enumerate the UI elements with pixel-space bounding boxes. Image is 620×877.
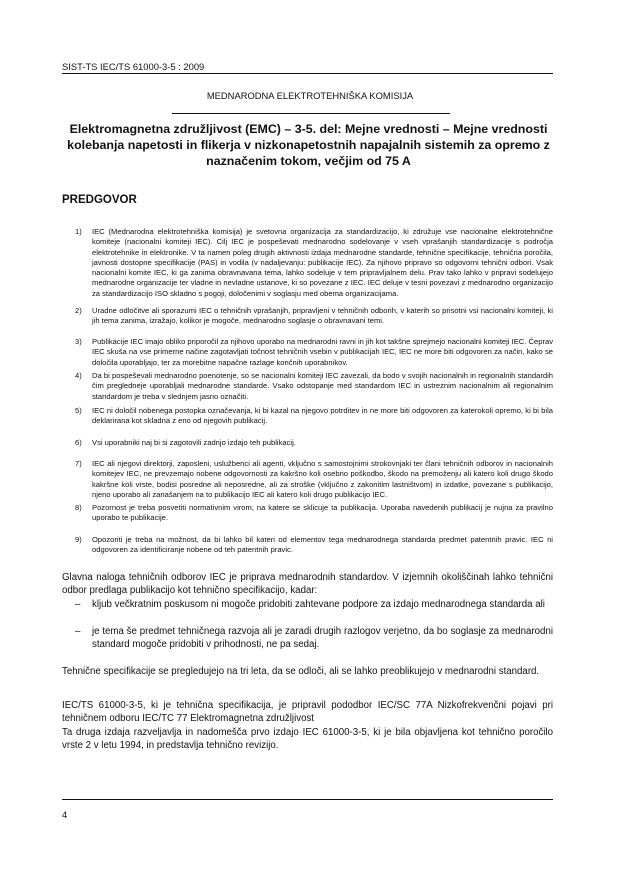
item-number: 5) xyxy=(75,406,82,415)
list-item xyxy=(75,459,553,500)
bullet-item xyxy=(75,626,553,651)
item-text: Uradne odločitve ali sporazumi IEC o tehničnih vprašanjih, pripravljeni v tehničnih odborih, v katerih so prisotni vsi nacionalni komiteji, ki jih tema zanima, izražajo, kolikor je mogoče, mednarodno soglasje o obravnavani temi. xyxy=(92,306,553,326)
item-number: 1) xyxy=(75,227,82,236)
bullet-text: kljub večkratnim poskusom ni mogoče pridobiti zahtevane podpore za izdajo mednarodnega standarda ali xyxy=(92,599,545,610)
dash-marker: – xyxy=(75,626,81,637)
item-text: IEC (Mednarodna elektrotehniška komisija) je svetovna organizacija za standardizacijo, ki združuje vse nacionalne elektrotehnične komiteje (nacionalni komiteji IEC). Cilj IEC je pospeševati mednarodno sodelovanje v vseh vprašanjih standardizacije s področja elektrotehnike in elektronike. V ta namen poleg drugih aktivnosti izdaja mednarodne standarde, tehnične specifikacije, tehnična poročila, javnosti dostopne specifikacije (PAS) in vodila (v nadaljevanju: publikacije IEC). Za njihovo pripravo so odgovorni tehnični odbori. Vsak nacionalni komite IEC, ki ga zanima obravnavana tema, lahko sodeluje v tem pripravljalnem delu. Prav tako lahko v pripravi sodelujejo mednarodne organizacije ter vladne in nevladne ustanove, ki so povezane z IEC. IEC deluje v tesni povezavi z mednarodno organizacijo za standardizacijo ISO skladno s pogoji, določenimi v soglasju med obema organizacijama. xyxy=(92,227,553,298)
document-id-header: SIST-TS IEC/TS 61000-3-5 : 2009 xyxy=(62,61,205,72)
list-item xyxy=(75,438,553,448)
organization-name: MEDNARODNA ELEKTROTEHNIŠKA KOMISIJA xyxy=(206,90,414,101)
item-number: 6) xyxy=(75,438,82,447)
organization-rule xyxy=(172,113,450,114)
item-number: 2) xyxy=(75,306,82,315)
page-number: 4 xyxy=(62,809,68,820)
body-paragraph-intro: Glavna naloga tehničnih odborov IEC je priprava mednarodnih standardov. V izjemnih okoliščinah lahko tehnični odbor predlaga publikacijo kot tehnično specifikacijo, kadar: xyxy=(62,572,553,596)
item-number: 4) xyxy=(75,371,82,380)
item-text: IEC ni določil nobenega postopka označevanja, ki bi kazal na njegovo potrditev in ne more biti odgovoren za katerokoli opremo, ki bi bila deklarirana kot skladna z eno od njegovih publikacij. xyxy=(92,406,553,426)
body-paragraph-review: Tehnične specifikacije se pregledujejo na tri leta, da se odloči, ali se lahko preoblikujejo v mednarodni standard. xyxy=(62,666,540,677)
document-title: Elektromagnetna združljivost (EMC) – 3-5. del: Mejne vrednosti – Mejne vrednosti kolebanja napetosti in flikerja v nizkonapetostnih napajalnih sistemih za opremo z naznačenim tokom, večjim od 75 A xyxy=(67,122,550,168)
item-text: Da bi pospeševali mednarodno poenotenje, so se nacionalni komiteji IEC zavezali, da bodo v svojih nacionalnih in regionalnih standardih čim pregledneje uporabljali mednarodne standarde. Vsako odstopanje med standardom IEC in ustreznim nacionalnim ali regionalnim standardom je treba v slednjem jasno označiti. xyxy=(92,371,553,401)
list-item xyxy=(75,306,553,327)
bullet-text: je tema še predmet tehničnega razvoja ali je zaradi drugih razlogov verjetno, da bo soglasje za mednarodni standard mogoče pridobiti v prihodnosti, ne pa sedaj. xyxy=(92,626,553,650)
list-item xyxy=(75,227,553,299)
item-text: Opozoriti je treba na možnost, da bi lahko bil kateri od elementov tega mednarodnega standarda predmet patentnih pravic. IEC ni odgovoren za identificiranje nobene od teh patentnih pravic. xyxy=(92,535,553,555)
item-number: 7) xyxy=(75,459,82,468)
item-number: 8) xyxy=(75,503,82,512)
bullet-item xyxy=(75,599,553,612)
list-item xyxy=(75,371,553,402)
footer-rule xyxy=(62,799,553,800)
body-paragraph-prepared: IEC/TS 61000-3-5, ki je tehnična specifikacija, je pripravil pododbor IEC/SC 77A Nizkofrekvenčni pojavi pri tehničnem odboru IEC/TC 77 Elektromagnetna združljivost xyxy=(62,700,553,724)
item-text: Publikacije IEC imajo obliko priporočil za njihovo uporabo na mednarodni ravni in jih kot takšne sprejmejo nacionalni komiteji IEC. Čeprav IEC skuša na vse primerne načine zagotavljati točnost tehničnih vsebin v publikacijah IEC, IEC ne more biti odgovoren za način, kako se določila uporabljajo, ter za morebitne napačne razlage končnih uporabnikov. xyxy=(92,337,553,367)
header-rule xyxy=(62,73,553,74)
list-item xyxy=(75,337,553,368)
item-text: Vsi uporabniki naj bi si zagotovili zadnjo izdajo teh publikacij. xyxy=(92,438,296,447)
item-number: 3) xyxy=(75,337,82,346)
section-heading: PREDGOVOR xyxy=(62,194,137,206)
item-number: 9) xyxy=(75,535,82,544)
item-text: IEC ali njegovi direktorji, zaposleni, uslužbenci ali agenti, vključno s samostojnimi strokovnjaki ter člani tehničnih odborov in nacionalnih komitejev IEC, ne prevzemajo nobene odgovornosti za kakršno koli osebno poškodbo, škodo na premoženju ali katero koli drugo škodo kakršne koli vrste, bodisi posredne ali neposredne, ali za stroške (vključno z zakonitim lastništvom) in izdatke, povezane s publikacijo, njeno uporabo ali zanašanjem na to publikacijo IEC ali katero koli drugo publikacijo IEC. xyxy=(92,459,553,499)
body-paragraph-edition: Ta druga izdaja razveljavlja in nadomešča prvo izdajo IEC 61000-3-5, ki je bila objavljena kot tehnično poročilo vrste 2 v letu 1994, in predstavlja tehnično revizijo. xyxy=(62,727,553,751)
list-item xyxy=(75,535,553,556)
list-item xyxy=(75,406,553,427)
list-item xyxy=(75,503,553,524)
item-text: Pozornost je treba posvetiti normativnim virom, na katere se sklicuje ta publikacija. Uporaba navedenih publikacij je nujna za pravilno uporabo te publikacije. xyxy=(92,503,553,523)
dash-marker: – xyxy=(75,599,81,610)
